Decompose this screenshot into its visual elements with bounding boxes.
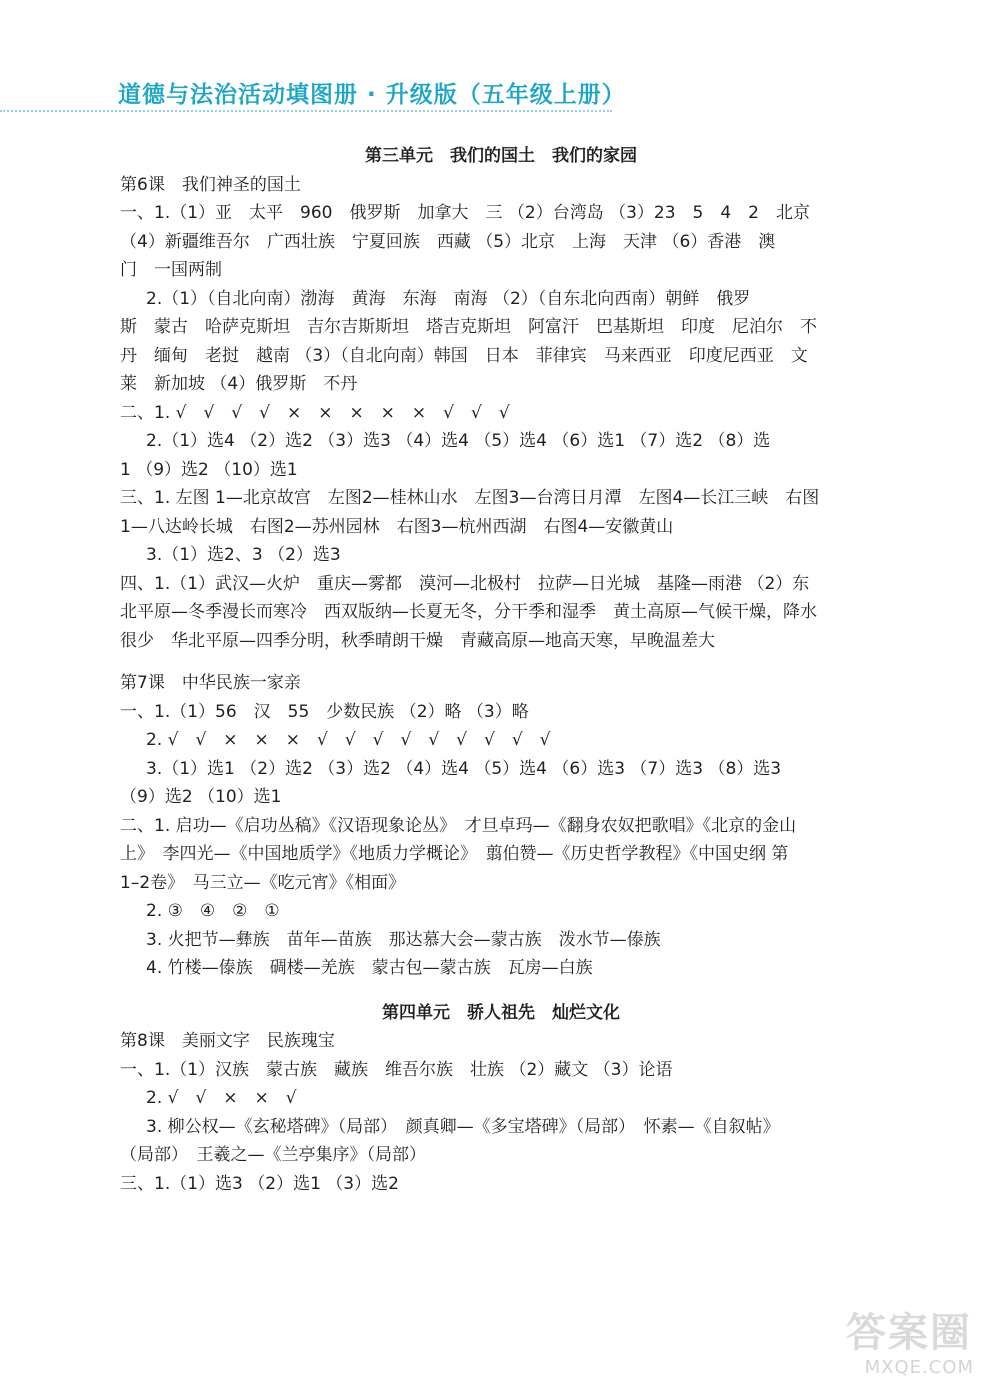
answer-line: 一、1.（1）亚 太平 960 俄罗斯 加拿大 三 （2）台湾岛 （3）23 5 4 2 北京 <box>120 203 811 223</box>
answer-line: （9）选2 （10）选1 <box>120 787 282 807</box>
answer-line: 四、1.（1）武汉—火炉 重庆—雾都 漠河—北极村 拉萨—日光城 基隆—雨港 （2）东 <box>120 573 810 594</box>
answer-line: 斯 蒙古 哈萨克斯坦 吉尔吉斯斯坦 塔吉克斯坦 阿富汗 巴基斯坦 印度 尼泊尔 不 <box>120 317 817 337</box>
unit-title: 第四单元 骄人祖先 灿烂文化 <box>382 1002 620 1023</box>
answer-line: 二、1. 启功—《启功丛稿》《汉语现象论丛》 才旦卓玛—《翻身农奴把歌唱》《北京的金山 <box>120 815 797 836</box>
answer-line: 丹 缅甸 老挝 越南 （3）（自北向南）韩国 日本 菲律宾 马来西亚 印度尼西亚 文 <box>120 345 808 366</box>
answer-line: 很少 华北平原—四季分明，秋季晴朗干燥 青藏高原—地高天寒，早晚温差大 <box>120 630 715 651</box>
lesson-title: 第8课 美丽文字 民族瑰宝 <box>120 1031 335 1051</box>
answer-line: 三、1.（1）选3 （2）选1 （3）选2 <box>120 1173 399 1194</box>
unit-title: 第三单元 我们的国土 我们的家园 <box>365 146 637 166</box>
answer-line: （局部） 王羲之—《兰亭集序》（局部） <box>120 1145 426 1165</box>
answer-line: 1—八达岭长城 右图2—苏州园林 右图3—杭州西湖 右图4—安徽黄山 <box>120 516 674 537</box>
answer-line: （4）新疆维吾尔 广西壮族 宁夏回族 西藏 （5）北京 上海 天津 （6）香港 澳 <box>120 231 776 252</box>
answer-line: 2.（1）选4 （2）选2 （3）选3 （4）选4 （5）选4 （6）选1 （7）选2 （8）选 <box>146 431 771 451</box>
answer-line: 二、1. √ √ √ √ × × × × × √ √ √ <box>120 402 510 423</box>
answer-line: 三、1. 左图 1—北京故宫 左图2—桂林山水 左图3—台湾日月潭 左图4—长江三峡 右图 <box>120 488 820 508</box>
answer-line: 1–2卷》 马三立—《吃元宵》《相面》 <box>120 872 406 893</box>
answer-line: 3. 火把节—彝族 苗年—苗族 那达慕大会—蒙古族 泼水节—傣族 <box>146 929 661 950</box>
answer-line: 4. 竹楼—傣族 碉楼—羌族 蒙古包—蒙古族 瓦房—白族 <box>146 958 593 978</box>
answer-line: 3. 柳公权—《玄秘塔碑》（局部） 颜真卿—《多宝塔碑》（局部） 怀素—《自叙帖》 <box>146 1116 780 1137</box>
book-title: 道德与法治活动填图册 · 升级版（五年级上册） <box>118 82 626 108</box>
answer-line: 一、1.（1）56 汉 55 少数民族 （2）略 （3）略 <box>120 701 529 722</box>
answer-line: 2. ③ ④ ② ① <box>146 901 280 921</box>
answer-line: 3.（1）选1 （2）选2 （3）选2 （4）选4 （5）选4 （6）选3 （7）选3 （8）选3 <box>146 758 782 779</box>
answer-line: 2. √ √ × × √ <box>146 1088 297 1108</box>
section-gap <box>120 655 882 669</box>
answer-line: 北平原—冬季漫长而寒冷 西双版纳—长夏无冬，分干季和湿季 黄土高原—气候干燥，降水 <box>120 602 817 622</box>
answer-line: 2. √ √ × × × √ √ √ √ √ √ √ √ √ <box>146 730 551 750</box>
answer-line: 一、1.（1）汉族 蒙古族 藏族 维吾尔族 壮族 （2）藏文 （3）论语 <box>120 1059 673 1080</box>
answer-line: 1 （9）选2 （10）选1 <box>120 459 298 480</box>
answer-line: 上》 李四光—《中国地质学》《地质力学概论》 翦伯赞—《历史哲学教程》《中国史纲 第 <box>120 844 789 864</box>
header-divider <box>0 110 612 112</box>
watermark-url: MXQE.COM <box>864 1357 974 1378</box>
answer-content <box>120 140 882 1198</box>
lesson-title: 第6课 我们神圣的国土 <box>120 174 301 195</box>
lesson-title: 第7课 中华民族一家亲 <box>120 673 301 693</box>
answer-line: 2.（1）（自北向南）渤海 黄海 东海 南海 （2）（自东北向西南）朝鲜 俄罗 <box>146 288 751 309</box>
answer-line: 莱 新加坡 （4）俄罗斯 不丹 <box>120 374 358 394</box>
answer-line: 3.（1）选2、3 （2）选3 <box>146 545 341 565</box>
section-gap <box>120 983 882 997</box>
answer-line: 门 一国两制 <box>120 260 222 280</box>
watermark-logo: 答案圈 <box>846 1310 972 1356</box>
